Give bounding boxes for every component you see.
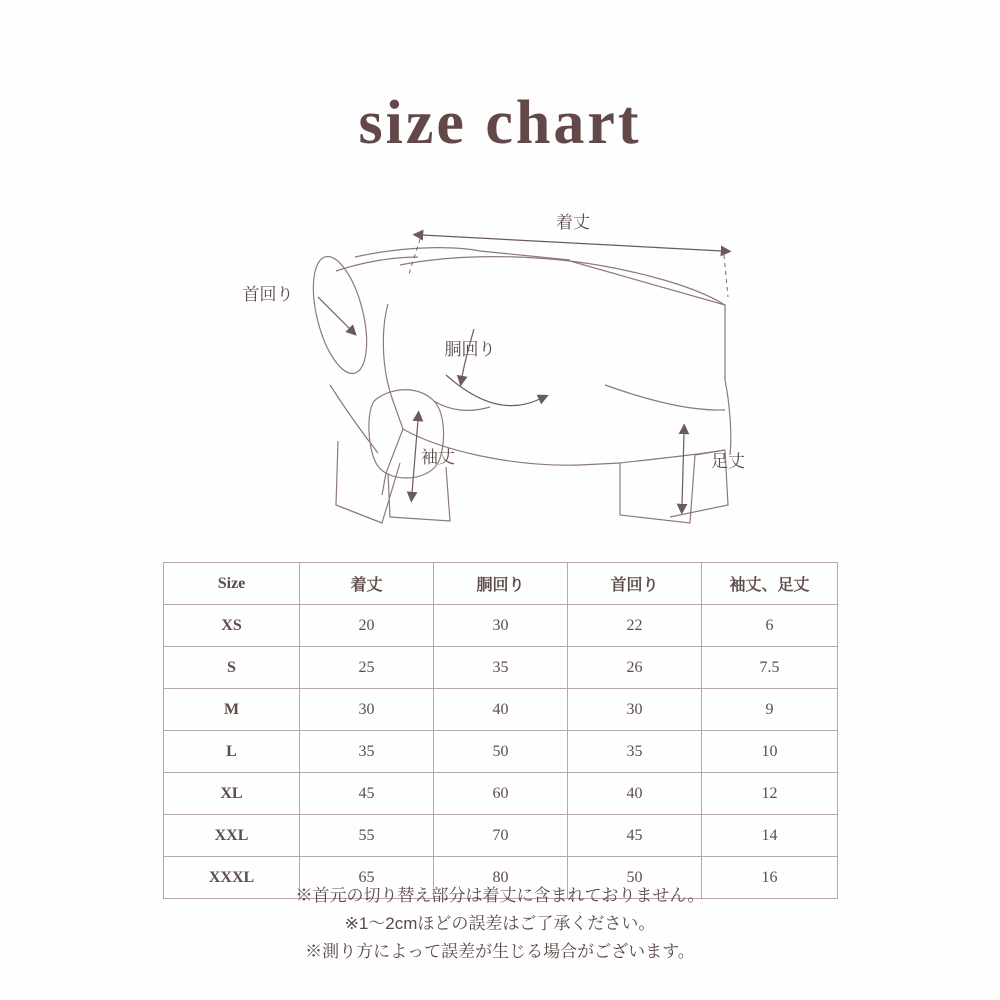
row-size-l: L: [164, 731, 300, 773]
dimension-chest: [445, 329, 541, 406]
label-sleeve: 袖丈: [421, 448, 455, 467]
cell-xs-length: 20: [300, 605, 434, 647]
label-chest: 胴回り: [444, 340, 496, 359]
cell-xs-sleeve-leg: 6: [702, 605, 838, 647]
cell-m-length: 30: [300, 689, 434, 731]
dimension-neck: [243, 285, 351, 329]
header-length: 着丈: [300, 563, 434, 605]
cell-m-sleeve-leg: 9: [702, 689, 838, 731]
notes-block: [0, 882, 1000, 966]
row-size-xxl: XXL: [164, 815, 300, 857]
cell-s-length: 25: [300, 647, 434, 689]
cell-m-chest: 40: [434, 689, 568, 731]
row-size-xs: XS: [164, 605, 300, 647]
cell-s-sleeve-leg: 7.5: [702, 647, 838, 689]
dimension-sleeve: [412, 420, 455, 493]
table-row: [164, 689, 838, 731]
cell-l-sleeve-leg: 10: [702, 731, 838, 773]
row-size-m: M: [164, 689, 300, 731]
page-title: size chart: [358, 89, 642, 157]
cell-xxl-neck: 45: [568, 815, 702, 857]
note-line-2: ※1〜2cmほどの誤差はご了承ください。: [344, 914, 656, 933]
cell-xxxl-chest: 80: [434, 857, 568, 899]
size-table: [163, 562, 838, 899]
label-length: 着丈: [556, 213, 590, 232]
cell-s-neck: 26: [568, 647, 702, 689]
row-size-xl: XL: [164, 773, 300, 815]
cell-m-neck: 30: [568, 689, 702, 731]
cell-xl-sleeve-leg: 12: [702, 773, 838, 815]
cell-xl-chest: 60: [434, 773, 568, 815]
cell-s-chest: 35: [434, 647, 568, 689]
garment-outline: [303, 248, 731, 523]
row-size-xxxl: XXXL: [164, 857, 300, 899]
cell-l-length: 35: [300, 731, 434, 773]
table-row: [164, 815, 838, 857]
dimension-leg: [682, 433, 745, 505]
cell-xl-neck: 40: [568, 773, 702, 815]
table-row: [164, 773, 838, 815]
garment-measurement-diagram: [150, 205, 850, 545]
garment-diagram-svg: [150, 205, 850, 545]
cell-xs-chest: 30: [434, 605, 568, 647]
cell-xxl-sleeve-leg: 14: [702, 815, 838, 857]
header-chest: 胴回り: [434, 563, 568, 605]
note-line-1: ※首元の切り替え部分は着丈に含まれておりません。: [295, 886, 705, 905]
cell-l-neck: 35: [568, 731, 702, 773]
label-neck: 首回り: [242, 285, 294, 304]
table-header-row: [164, 563, 838, 605]
label-leg: 足丈: [711, 452, 745, 471]
table-row: [164, 731, 838, 773]
header-sleeve-leg: 袖丈、足丈: [702, 563, 838, 605]
cell-xxxl-length: 65: [300, 857, 434, 899]
row-size-s: S: [164, 647, 300, 689]
cell-xxl-length: 55: [300, 815, 434, 857]
cell-xxl-chest: 70: [434, 815, 568, 857]
note-line-3: ※測り方によって誤差が生じる場合がございます。: [305, 942, 695, 961]
cell-xxxl-neck: 50: [568, 857, 702, 899]
cell-xl-length: 45: [300, 773, 434, 815]
size-table-container: [163, 562, 837, 899]
cell-xs-neck: 22: [568, 605, 702, 647]
table-row: [164, 605, 838, 647]
header-size: Size: [164, 563, 300, 605]
cell-xxxl-sleeve-leg: 16: [702, 857, 838, 899]
header-neck: 首回り: [568, 563, 702, 605]
table-row: [164, 647, 838, 689]
cell-l-chest: 50: [434, 731, 568, 773]
